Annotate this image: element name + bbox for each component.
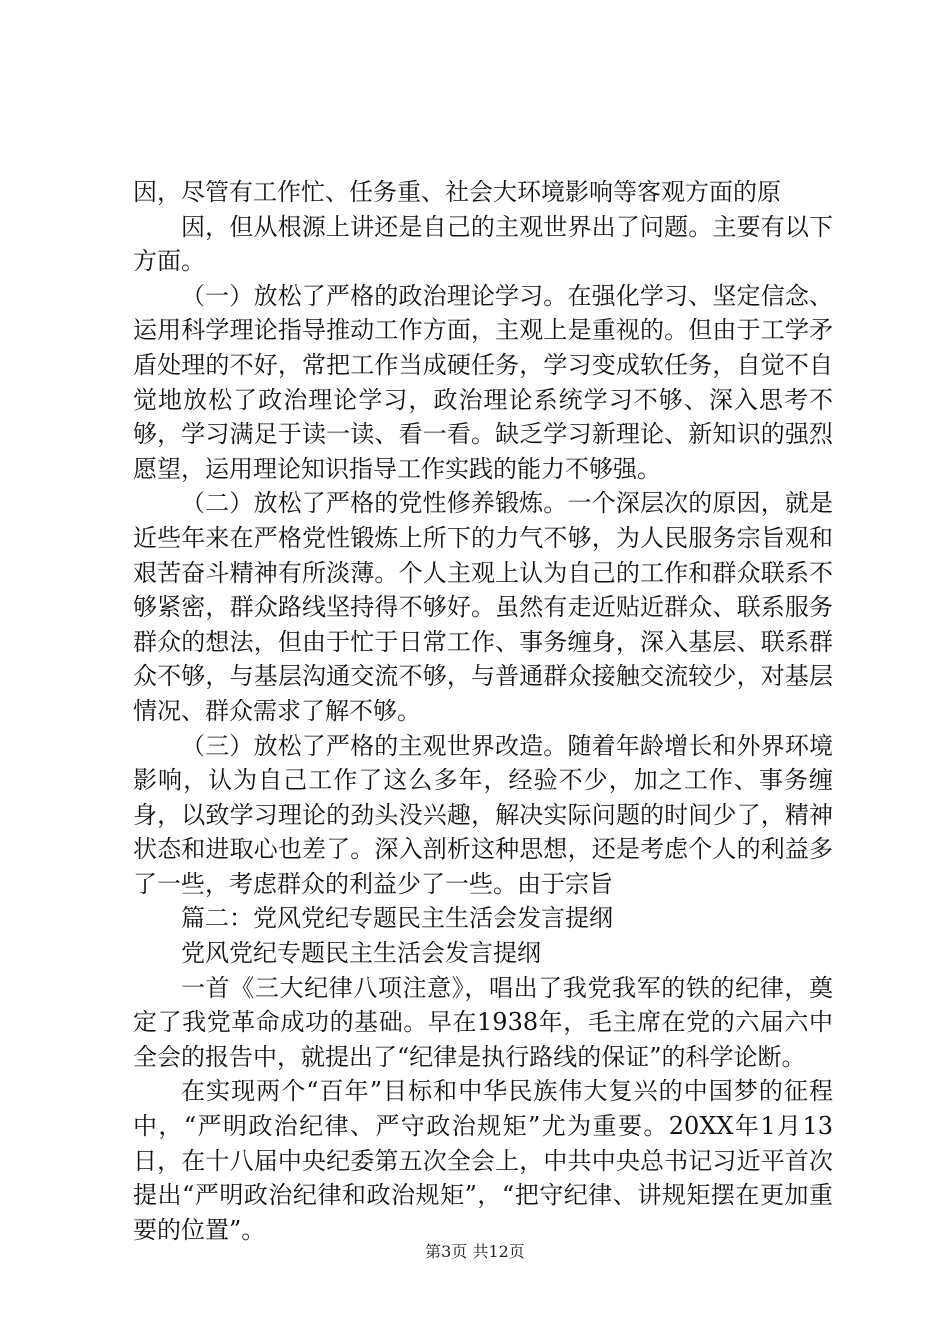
document-body — [133, 175, 833, 1247]
section-title: 党风党纪专题民主生活会发言提纲 — [181, 939, 541, 968]
section-heading: 篇二：党风党纪专题民主生活会发言提纲 — [181, 904, 613, 933]
paragraph-discipline: 一首《三大纪律八项注意》，唱出了我党我军的铁的纪律，奠定了我党革命成功的基础。早在1938年，毛主席在党的六届六中全会的报告中，就提出了“纪律是执行路线的保证”的科学论断。 — [133, 973, 833, 1071]
page-number-footer: 第3页 共12页 — [425, 1242, 525, 1261]
paragraph-intro: 因，但从根源上讲还是自己的主观世界出了问题。主要有以下方面。 — [133, 212, 833, 276]
paragraph-continuation: 因，尽管有工作忙、任务重、社会大环境影响等客观方面的原 — [133, 178, 781, 206]
paragraph-point-one: （一）放松了严格的政治理论学习。在强化学习、坚定信念、运用科学理论指导推动工作方面，主观上是重视的。但由于工学矛盾处理的不好，常把工作当成硬任务，学习变成软任务，自觉不自觉地放松了政治理论学习，政治理论系统学习不够、深入思考不够，学习满足于读一读、看一看。缺乏学习新理论、新知识的强烈愿望，运用理论知识指导工作实践的能力不够强。 — [133, 281, 833, 483]
paragraph-point-two: （二）放松了严格的党性修养锻炼。一个深层次的原因，就是近些年来在严格党性锻炼上所下的力气不够，为人民服务宗旨观和艰苦奋斗精神有所淡薄。个人主观上认为自己的工作和群众联系不够紧密，群众路线坚持得不够好。虽然有走近贴近群众、联系服务群众的想法，但由于忙于日常工作、事务缠身，深入基层、联系群众不够，与基层沟通交流不够，与普通群众接触交流较少，对基层情况、群众需求了解不够。 — [133, 489, 833, 725]
paragraph-rules: 在实现两个“百年”目标和中华民族伟大复兴的中国梦的征程中，“严明政治纪律、严守政治规矩”尤为重要。20XX年1月13日，在十八届中央纪委第五次全会上，中共中央总书记习近平首次提出“严明政治纪律和政治规矩”，“把守纪律、讲规矩摆在更加重要的位置”。 — [133, 1077, 833, 1244]
paragraph-point-three: （三）放松了严格的主观世界改造。随着年龄增长和外界环境影响，认为自己工作了这么多年，经验不少，加之工作、事务缠身，以致学习理论的劲头没兴趣，解决实际问题的时间少了，精神状态和进取心也差了。深入剖析这种思想，还是考虑个人的利益多了一些，考虑群众的利益少了一些。由于宗旨 — [133, 731, 833, 898]
